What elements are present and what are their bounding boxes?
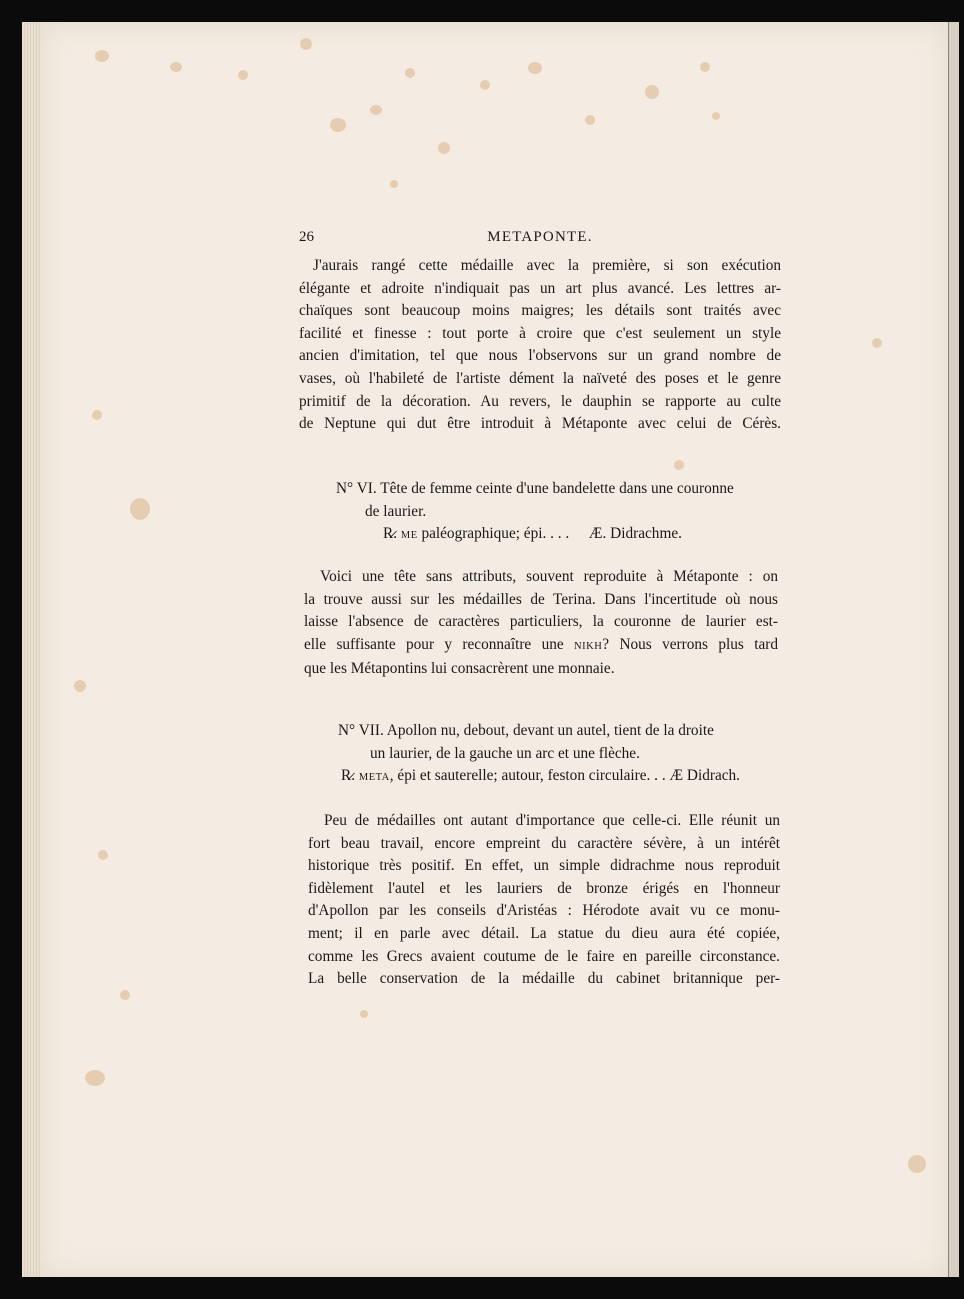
text-line: ancien d'imitation, tel que nous l'observons sur un grand nombre de xyxy=(299,347,781,365)
text-line: comme les Grecs avaient coutume de le faire en pareille circonstance. xyxy=(308,947,780,965)
text-line: primitif de la décoration. Au revers, le dauphin se rapporte au culte xyxy=(299,392,781,410)
entry-description: Tête de femme ceinte d'une bandelette dans une couronne xyxy=(380,480,734,497)
text-line: facilité et finesse : tout porte à croire que c'est seulement un style xyxy=(299,324,781,342)
text-line: élégante et adroite n'indiquait pas un art plus avancé. Les lettres ar- xyxy=(299,279,781,297)
metal-denomination: Æ. Didrachme. xyxy=(588,525,682,543)
entry-number: N° VII. xyxy=(338,722,384,739)
reverse-mark: R̷. xyxy=(383,525,398,543)
text-line: chaïques sont beaucoup moins maigres; les détails sont traités avec xyxy=(299,302,781,320)
entry-description: Apollon nu, debout, devant un autel, tient de la droite xyxy=(386,722,714,739)
reverse-text: paléographique; épi. . . . xyxy=(421,525,570,543)
paragraph-2 xyxy=(304,566,778,681)
running-title: METAPONTE. xyxy=(487,229,593,245)
text-line: J'aurais rangé cette médaille avec la première, si son exécution xyxy=(313,257,781,274)
entry-line: un laurier, de la gauche un arc et une flèche. xyxy=(370,744,640,762)
text-line: Peu de médailles ont autant d'importance que celle-ci. Elle réunit un xyxy=(324,812,780,829)
text-line: ment; il en parle avec détail. La statue du dieu aura été copiée, xyxy=(308,924,780,942)
reverse-legend: ME xyxy=(400,530,418,542)
page-header xyxy=(299,229,781,249)
page-number: 26 xyxy=(299,229,314,245)
greek-word: NIKH xyxy=(574,640,603,652)
text-line: que les Métapontins lui consacrèrent une monnaie. xyxy=(304,660,615,678)
entry-number: N° VI. xyxy=(336,480,377,497)
text-line: la trouve aussi sur les médailles de Terina. Dans l'incertitude où nous xyxy=(304,590,778,608)
text-line: de Neptune qui dut être introduit à Métaponte avec celui de Cérès. xyxy=(299,415,781,433)
text-segment: elle suffisante pour y reconnaître une xyxy=(304,635,564,653)
text-segment: ? Nous verrons plus tard xyxy=(602,635,778,653)
reverse-legend: META xyxy=(358,772,390,784)
entry-reverse-line xyxy=(336,523,776,548)
entry-line: de laurier. xyxy=(365,502,427,520)
text-line: vases, où l'habileté de l'artiste dément la naïveté des poses et le genre xyxy=(299,369,781,387)
reverse-text: , épi et sauterelle; autour, feston circulaire. . . xyxy=(389,767,666,785)
page-edges xyxy=(22,22,42,1277)
paragraph-1 xyxy=(299,255,781,436)
text-line: Voici une tête sans attributs, souvent reproduite à Métaponte : on xyxy=(320,568,778,585)
text-line: fidèlement l'autel et les lauriers de bronze érigés en l'honneur xyxy=(308,879,780,897)
facing-page-edge xyxy=(948,22,959,1277)
reverse-mark: R̷. xyxy=(341,767,356,785)
paragraph-3 xyxy=(308,810,780,991)
text-line: d'Apollon par les conseils d'Aristéas : Hérodote avait vu ce monu- xyxy=(308,902,780,920)
text-line xyxy=(304,634,778,659)
text-line: historique très positif. En effet, un simple didrachme nous reproduit xyxy=(308,857,780,875)
text-line: La belle conservation de la médaille du cabinet britannique per- xyxy=(308,970,780,988)
entry-reverse-line xyxy=(338,765,782,790)
coin-entry-7 xyxy=(338,720,782,790)
text-line: fort beau travail, encore empreint du caractère sévère, à un intérêt xyxy=(308,834,780,852)
coin-entry-6 xyxy=(336,478,776,548)
text-line: laisse l'absence de caractères particuliers, la couronne de laurier est- xyxy=(304,613,778,631)
metal-denomination: Æ Didrach. xyxy=(669,767,741,785)
entry-line xyxy=(338,720,782,743)
entry-line xyxy=(336,478,776,501)
